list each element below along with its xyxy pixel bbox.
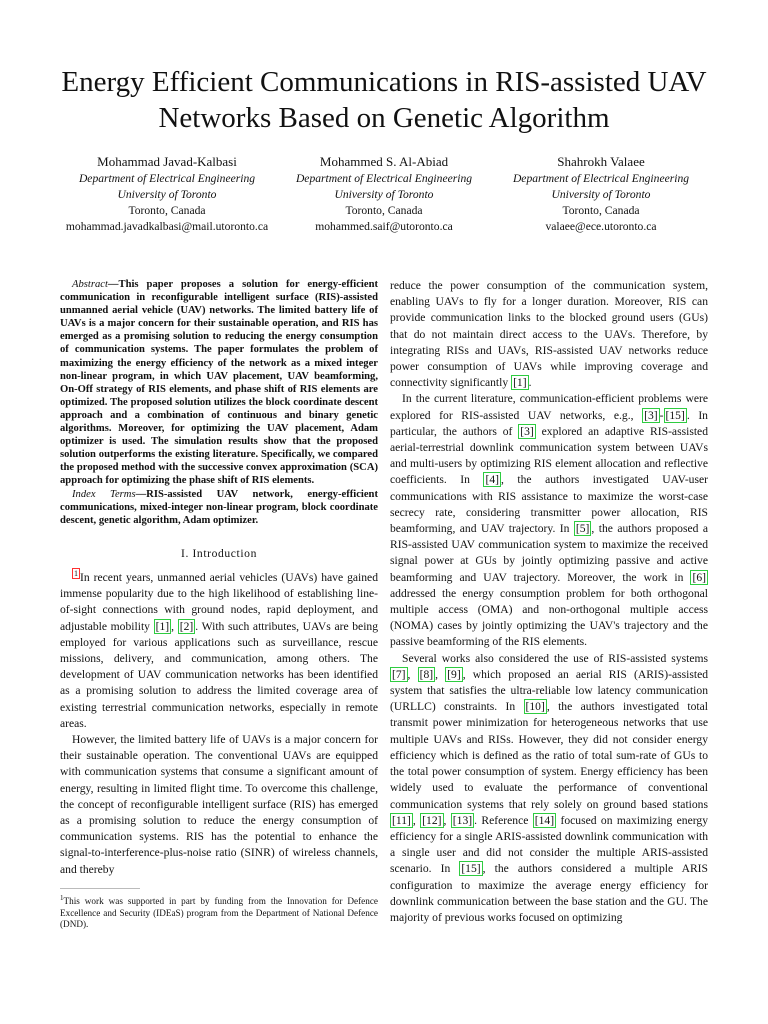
paper-title: Energy Efficient Communications in RIS-assisted UAV Networks Based on Genetic Algorithm: [61, 66, 707, 134]
citation-link[interactable]: [8]: [419, 667, 434, 681]
author-department: Department of Electrical Engineering: [295, 172, 473, 185]
section-heading-introduction: I. Introduction: [181, 546, 257, 560]
index-terms: [60, 488, 378, 527]
author-department: Department of Electrical Engineering: [512, 172, 690, 185]
body-text: addressed the energy consumption problem for both orthogonal multiple access (OMA) and non-orthogonal multiple access (NOMA) cases by jointly optimizing the UAV's trajectory and the passive beamforming of the RIS elements.: [390, 586, 708, 649]
body-text: In the current literature, communication-efficient problems were explored for RIS-assisted UAV networks, e.g.,: [390, 392, 708, 422]
body-paragraph: [60, 732, 378, 878]
citation-link[interactable]: [4]: [485, 473, 499, 487]
body-paragraph: [390, 278, 708, 391]
body-text: . In particular, the authors of: [390, 408, 708, 438]
body-text: . With such attributes, UAVs are being employed for various applications such as surveillance, rescue missions, delivery, and communication, among others. The development of UAV communication networks has been identified as a promising solution to address the limited coverage area of existing terrestrial communication networks, especially in remote areas.: [60, 619, 379, 730]
body-paragraph: [390, 651, 708, 926]
citation-link[interactable]: [6]: [692, 570, 706, 584]
author-department: Department of Electrical Engineering: [78, 172, 256, 185]
author-1: [60, 153, 274, 235]
body-text: , the authors investigated total transmit power minimization for heterogeneous networks that use multiple UAVs and RISs. However, they did not consider energy efficiency which is defined as the ratio of total sum-rate of GUs to the total power consumption of system. Energy efficiency has been widely used to evaluate the performance of conventional communication systems that rely solely on ground based stations: [390, 700, 708, 811]
abstract-label: Abstract: [72, 279, 108, 290]
body-text: reduce the power consumption of the communication system, enabling UAVs to fly for a longer duration. Moreover, RIS can provide communication links to the blocked ground users (GUs) that do not maintain direct access to the UAVs. Therefore, by integrating RISs and UAVs, RIS-assisted UAV networks reduce power consumption of UAVs while improving coverage and connectivity significantly: [390, 279, 708, 390]
body-text: , the authors proposed a RIS-assisted UAV communication system to maximize the received signal power at GUs by jointly optimizing passive and active beamforming and UAV trajectory. Moreover, the work in: [390, 522, 708, 584]
citation-link[interactable]: [9]: [447, 667, 461, 681]
footnote-link[interactable]: 1: [74, 569, 78, 579]
author-block: [60, 153, 708, 235]
body-text: explored an adaptive RIS-assisted aerial-terrestrial downlink communication system between UAVs and multi-users by optimizing RIS element allocation and reflective coefficients. In: [390, 424, 708, 487]
author-name: Shahrokh Valaee: [557, 154, 645, 169]
index-terms-text: —RIS-assisted UAV network, energy-efficient communications, mixed-integer non-linear program, block coordinate descent, genetic algorithm, Adam optimizer.: [60, 488, 378, 526]
left-body-text: [60, 570, 378, 878]
body-text: , the authors investigated UAV-user communications with RIS assistance to maximize the worst-case secrecy rate, considering transmitter power allocation, RIS beamforming, and UAV trajectory. In: [390, 473, 708, 536]
index-terms-label: Index Terms: [72, 488, 136, 500]
author-name: Mohammad Javad-Kalbasi: [97, 154, 237, 169]
abstract-text: —This paper proposes a solution for energy-efficient communication in reconfigurable intelligent surface (RIS)-assisted unmanned aerial vehicle (UAV) networks. The limited battery life of UAVs is a major concern for their sustainable operation, and RIS has emerged as a promising solution to reducing the energy consumption of communication systems. The paper formulates the problem of maximizing the energy efficiency of the network as a mixed integer non-linear program, in which UAV placement, UAV beamforming, On-Off strategy of RIS elements, and phase shift of RIS elements are optimized. The proposed solution utilizes the block coordinate descent approach and a combination of continuous and binary genetic algorithms. Moreover, for optimizing the UAV placement, Adam optimizer is used. The simulation results show that the proposed solution outperforms the existing literature. Specifically, we compared the proposed method with the successive convex approximation (SCA) approach for optimizing the phase shift of RIS elements.: [60, 279, 378, 487]
author-location: Toronto, Canada: [345, 204, 423, 217]
author-university: University of Toronto: [551, 188, 651, 201]
footnote-rule: [60, 888, 140, 889]
right-body-text: [390, 278, 708, 926]
citation-link[interactable]: [10]: [525, 700, 545, 714]
citation-link[interactable]: [7]: [392, 667, 406, 681]
citation-link[interactable]: [11]: [392, 813, 411, 827]
citation-link[interactable]: [3]: [520, 424, 534, 438]
citation-link[interactable]: [15]: [665, 408, 685, 422]
body-text: focused on maximizing energy efficiency for a single ARIS-assisted downlink communication with a single user and did not consider the multiple ARIS-assisted scenario. In: [390, 813, 708, 876]
body-text: . Reference: [474, 813, 533, 827]
body-text: ,: [435, 667, 446, 681]
body-text: ,: [171, 619, 178, 633]
author-email: mohammed.saif@utoronto.ca: [315, 220, 453, 233]
author-location: Toronto, Canada: [562, 204, 640, 217]
citation-link[interactable]: [14]: [534, 813, 555, 827]
body-text: .: [528, 376, 532, 390]
abstract: [60, 278, 378, 488]
footnote-text: This work was supported in part by funding from the Innovation for Defence Excellence and Security (IDEaS) program from the Department of National Defence (DND).: [60, 896, 378, 930]
citation-link[interactable]: [1]: [155, 619, 170, 633]
citation-link[interactable]: [15]: [461, 862, 481, 876]
citation-link[interactable]: [5]: [575, 522, 590, 536]
citation-link[interactable]: [3]: [644, 408, 658, 422]
body-text: , the authors considered a multiple ARIS configuration to maximize the average energy efficiency for downlink communication between the base station and the GU. The majority of previous works focused on optimizing: [390, 862, 708, 924]
author-name: Mohammed S. Al-Abiad: [319, 154, 449, 169]
body-paragraph: [60, 570, 378, 732]
body-text: However, the limited battery life of UAVs is a major concern for their sustainable operation. The conventional UAVs are equipped with communication systems that consume a significant amount of energy, resulting in limited flight time. To overcome this challenge, the concept of reconfigurable intelligent surface (RIS) has emerged as a promising solution to reduce the energy consumption of communication systems. RIS has the potential to enhance the signal-to-interference-plus-noise ratio (SINR) of wireless channels, and thereby: [60, 733, 378, 876]
author-email: valaee@ece.utoronto.ca: [545, 220, 657, 233]
citation-link[interactable]: [1]: [513, 376, 527, 390]
citation-link[interactable]: [2]: [179, 619, 194, 633]
author-3: [494, 153, 708, 235]
citation-link[interactable]: [13]: [452, 813, 473, 827]
author-university: University of Toronto: [334, 188, 434, 201]
footnote: [60, 893, 378, 931]
body-text: , which proposed an aerial RIS (ARIS)-assisted system that satisfies the ultra-reliable low latency communication (URLLC) constraints. In: [390, 667, 709, 714]
footnote-marker: 1: [60, 894, 64, 902]
body-text: ,: [407, 667, 418, 681]
body-text: ,: [412, 813, 421, 827]
citation-link[interactable]: [12]: [422, 813, 442, 827]
author-email: mohammad.javadkalbasi@mail.utoronto.ca: [65, 220, 269, 233]
body-paragraph: [390, 391, 708, 650]
body-text: In recent years, unmanned aerial vehicles (UAVs) have gained immense popularity due to the high likelihood of establishing line-of-sight connections with ground nodes, rapid deployment, and adjustable mobility: [60, 570, 378, 633]
body-text: ,: [443, 813, 451, 827]
body-text: -: [659, 408, 664, 422]
author-location: Toronto, Canada: [128, 204, 206, 217]
body-text: Several works also considered the use of RIS-assisted systems: [402, 651, 708, 665]
left-column: [60, 278, 378, 878]
right-column: [390, 278, 708, 926]
author-2: [277, 153, 491, 235]
author-university: University of Toronto: [117, 188, 217, 201]
